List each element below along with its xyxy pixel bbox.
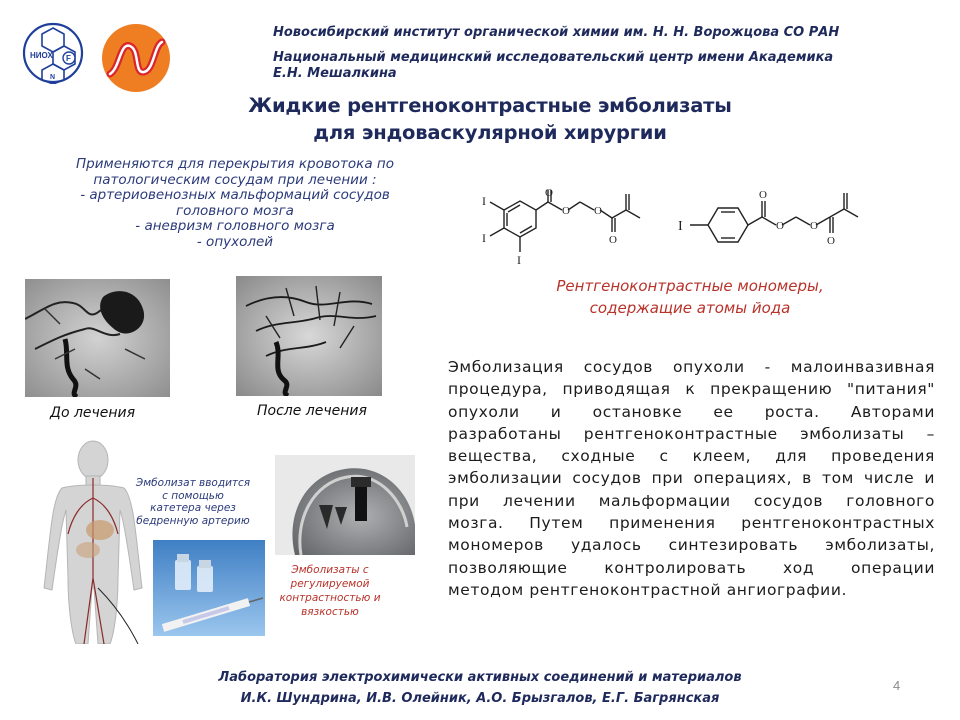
slide-title-line-2: для эндоваскулярной хирургии	[313, 121, 667, 144]
body-paragraph	[448, 356, 935, 601]
body-line-3: опухоли и остановке ее роста. Авторами	[448, 402, 935, 421]
body-line-4: разработаны рентгеноконтрастные эмболизаты –	[448, 424, 935, 443]
syringe-vials-photo	[153, 540, 265, 636]
nioch-logo	[22, 22, 84, 84]
after-treatment-label: После лечения	[257, 403, 367, 419]
body-line-8: мозга. Путем применения рентгеноконтрастных	[448, 514, 935, 533]
body-line-5: вещества, сходные с клеем, для проведения	[448, 447, 935, 466]
monomer-caption	[500, 275, 880, 319]
catheter-caption-line-4: бедренную артерию	[136, 514, 250, 527]
atom-o-3: O	[594, 205, 602, 217]
logo-nioch-n: N	[50, 74, 56, 81]
atom-i-4: I	[678, 219, 683, 234]
atom-o-2: O	[562, 205, 570, 217]
logo-nioch-text: НИОХ	[30, 51, 53, 60]
atom-o-5: O	[759, 189, 767, 201]
application-intro-1: Применяются для перекрытия кровотока по	[76, 156, 394, 172]
embolizate-xray-photo	[275, 455, 415, 555]
meshalkin-logo	[100, 22, 172, 94]
atom-i-2: I	[482, 231, 486, 245]
application-item-2: - аневризм головного мозга	[135, 218, 335, 234]
application-text	[20, 157, 450, 250]
footer-lab-name: Лаборатория электрохимически активных соединений и материалов	[218, 670, 742, 685]
institute-line-1: Новосибирский институт органической химии им. Н. Н. Ворожцова СО РАН	[273, 25, 840, 40]
slide-title-line-1: Жидкие рентгеноконтрастные эмболизаты	[248, 94, 732, 117]
body-line-6: эмболизации сосудов при операциях, в том числе и	[448, 469, 935, 488]
catheter-caption	[118, 477, 268, 527]
catheter-caption-line-3: катетера через	[150, 502, 236, 514]
embolizates-caption-line-3: контрастностью и	[279, 592, 381, 604]
chemical-structure-iodophenyl-monomer	[678, 188, 890, 258]
atom-i-3: I	[517, 253, 521, 267]
atom-o-4: O	[609, 234, 617, 246]
monomer-caption-line-2: содержащие атомы йода	[589, 299, 791, 317]
application-intro-2: патологическим сосудам при лечении :	[93, 171, 377, 188]
institute-line-2: Национальный медицинский исследовательский центр имени Академика	[273, 50, 834, 65]
before-treatment-label: До лечения	[50, 405, 136, 421]
slide-title	[180, 92, 800, 146]
application-item-1b: головного мозга	[176, 202, 294, 219]
embolizates-caption-line-4: вязкостью	[301, 606, 359, 618]
atom-o-6: O	[776, 220, 784, 232]
atom-o-8: O	[827, 235, 835, 247]
body-line-9: мономеров удалось синтезировать эмболизаты,	[448, 536, 935, 555]
angiogram-after-image	[236, 276, 382, 396]
logo-nioch-f: F	[66, 54, 71, 63]
catheter-caption-line-1: Эмболизат вводится	[135, 477, 251, 489]
atom-i-1: I	[482, 194, 486, 208]
page-number: 4	[893, 678, 901, 693]
footer-authors: И.К. Шундрина, И.В. Олейник, А.О. Брызгалов, Е.Г. Багрянская	[240, 691, 720, 706]
atom-o-1: O	[545, 188, 553, 199]
body-line-11: методом рентгеноконтрастной ангиографии.	[448, 580, 848, 599]
body-line-7: при лечении мальформации сосудов головного	[448, 491, 935, 510]
atom-o-7: O	[810, 220, 818, 232]
embolizates-caption-line-1: Эмболизаты с	[291, 564, 369, 576]
embolizates-caption-line-2: регулируемой	[290, 578, 370, 590]
monomer-caption-line-1: Рентгеноконтрастные мономеры,	[556, 277, 824, 295]
body-line-10: позволяющие контролировать ход операции	[448, 558, 935, 577]
application-item-3: - опухолей	[196, 233, 274, 250]
footer	[140, 667, 820, 709]
application-item-1a: - артериовенозных мальформаций сосудов	[80, 187, 390, 203]
embolizates-caption	[270, 563, 390, 619]
catheter-caption-line-2: с помощью	[162, 489, 224, 502]
chemical-structure-triiodo-monomer	[474, 188, 669, 274]
body-line-1: Эмболизация сосудов опухоли - малоинвазивная	[448, 358, 935, 376]
institute-line-3: Е.Н. Мешалкина	[273, 66, 397, 81]
body-line-2: процедура, приводящая к прекращению "питания"	[448, 380, 935, 399]
body-vascular-illustration	[38, 438, 148, 644]
angiogram-before-image	[25, 279, 170, 397]
